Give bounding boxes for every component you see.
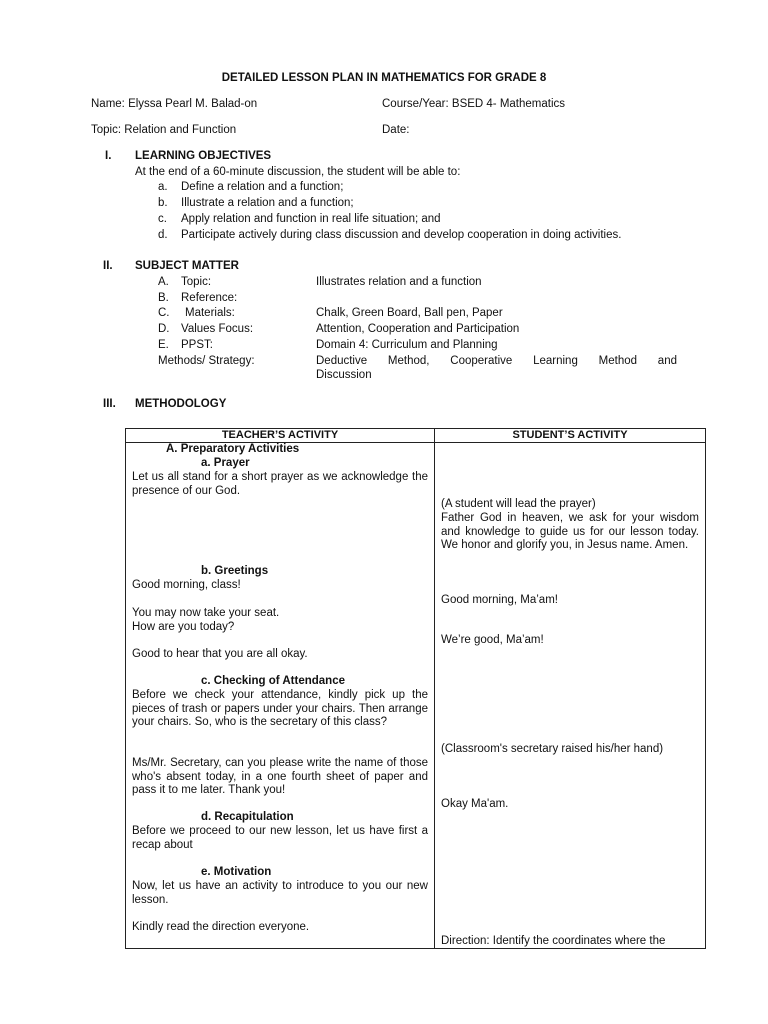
teacher-activity-cell [126,443,435,949]
row-letter: E. [158,339,169,351]
teacher-text: Before we check your attendance, kindly pick up the pieces of trash or papers under your chairs. Then arrange your chairs. So, who is the secretary of this class? [132,689,428,729]
teacher-text: Kindly read the direction everyone. [132,921,310,933]
list-item-letter: d. [158,229,168,241]
section-heading: METHODOLOGY [135,398,227,410]
teacher-column-header: TEACHER’S ACTIVITY [126,429,435,443]
activity-heading: a. Prayer [201,457,250,469]
document-title: DETAILED LESSON PLAN IN MATHEMATICS FOR GRADE 8 [221,72,547,84]
lesson-topic: Topic: Relation and Function [91,124,237,136]
list-item-letter: c. [158,213,167,225]
row-label: Materials: [185,307,235,319]
list-item: Apply relation and function in real life situation; and [181,213,441,225]
row-value: Domain 4: Curriculum and Planning [316,339,498,351]
methods-label: Methods/ Strategy: [158,355,255,367]
row-label: Values Focus: [181,323,254,335]
activity-heading: e. Motivation [201,866,272,878]
teacher-text: Now, let us have an activity to introduce to you our new lesson. [132,880,428,906]
teacher-text: Let us all stand for a short prayer as we acknowledge the presence of our God. [132,471,428,497]
row-label: Topic: [181,276,212,288]
student-text: (A student will lead the prayer) [441,498,596,510]
row-letter: A. [158,276,169,288]
course-year: Course/Year: BSED 4- Mathematics [382,98,566,110]
row-value: Chalk, Green Board, Ball pen, Paper [316,307,503,319]
list-item: Define a relation and a function; [181,181,344,193]
methodology-table [125,428,706,949]
row-value: Illustrates relation and a function [316,276,482,288]
activity-heading: b. Greetings [201,565,269,577]
teacher-text: Good morning, class! [132,579,241,591]
section-heading: LEARNING OBJECTIVES [135,150,272,162]
objectives-intro: At the end of a 60-minute discussion, the student will be able to: [135,166,461,178]
row-value: Attention, Cooperation and Participation [316,323,520,335]
section-heading: SUBJECT MATTER [135,260,239,272]
activity-heading: d. Recapitulation [201,811,294,823]
student-activity-cell [435,443,706,949]
list-item-letter: b. [158,197,168,209]
lesson-date: Date: [382,124,410,136]
student-text: Father God in heaven, we ask for your wisdom and knowledge to guide us for our lesson today. We honor and glorify you, in Jesus name. Amen. [441,512,699,552]
teacher-text: You may now take your seat. [132,607,280,619]
section-numeral: II. [103,260,113,272]
student-text: Direction: Identify the coordinates where the [441,935,666,947]
teacher-text: Ms/Mr. Secretary, can you please write the name of those who's absent today, in a one fourth sheet of paper and pass it to me later. Thank you! [132,757,428,797]
row-label: PPST: [181,339,213,351]
section-numeral: I. [105,150,112,162]
student-column-header: STUDENT’S ACTIVITY [435,429,706,443]
methods-value: Deductive Method, Cooperative Learning Method and [316,355,677,367]
row-label: Reference: [181,292,238,304]
author-name: Name: Elyssa Pearl M. Balad-on [91,98,258,110]
teacher-text: Before we proceed to our new lesson, let us have first a recap about [132,825,428,851]
list-item: Participate actively during class discussion and develop cooperation in doing activities. [181,229,622,241]
section-numeral: III. [103,398,116,410]
student-text: Okay Ma'am. [441,798,509,810]
list-item-letter: a. [158,181,168,193]
teacher-text: Good to hear that you are all okay. [132,648,308,660]
student-text: We’re good, Ma’am! [441,634,544,646]
activity-heading: c. Checking of Attendance [201,675,345,687]
row-letter: B. [158,292,169,304]
student-text: (Classroom's secretary raised his/her hand) [441,743,664,755]
methods-value-continued: Discussion [316,369,372,381]
student-text: Good morning, Ma’am! [441,594,558,606]
list-item: Illustrate a relation and a function; [181,197,354,209]
row-letter: C. [158,307,170,319]
teacher-text: How are you today? [132,621,235,633]
row-letter: D. [158,323,170,335]
subsection-heading: A. Preparatory Activities [166,443,300,455]
